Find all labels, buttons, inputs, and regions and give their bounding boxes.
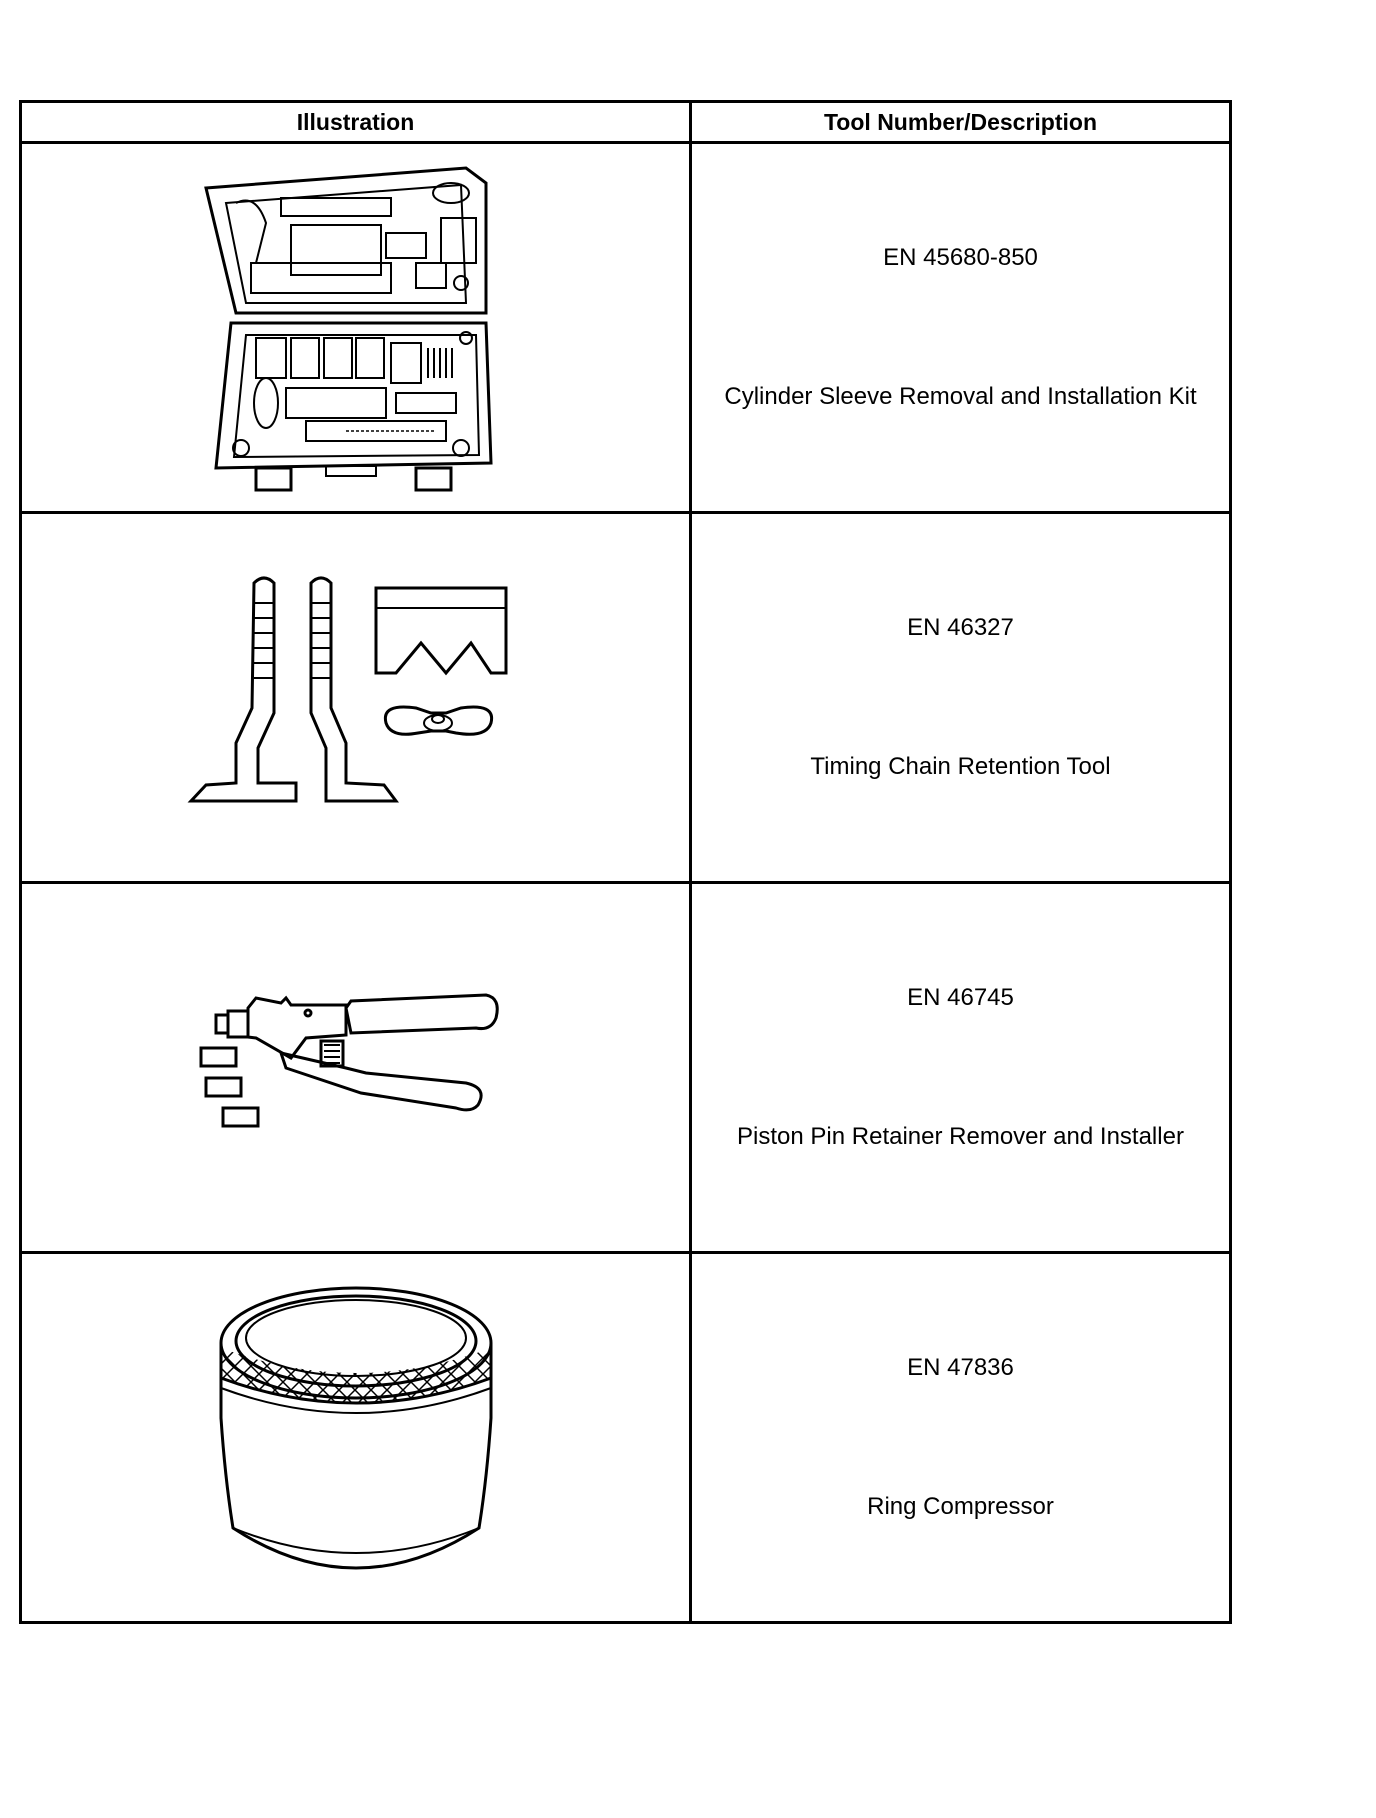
ring-compressor-icon bbox=[211, 1278, 501, 1598]
header-illustration: Illustration bbox=[21, 102, 691, 143]
tool-number: EN 45680-850 bbox=[883, 243, 1038, 271]
description-cell bbox=[691, 1253, 1231, 1623]
header-description: Tool Number/Description bbox=[691, 102, 1231, 143]
tool-number: EN 46745 bbox=[907, 983, 1014, 1011]
tool-description: Cylinder Sleeve Removal and Installation Kit bbox=[724, 382, 1197, 410]
tool-case-kit-icon bbox=[196, 163, 516, 493]
illustration-cell bbox=[21, 1253, 691, 1623]
tool-description: Timing Chain Retention Tool bbox=[810, 752, 1111, 780]
tool-number: EN 47836 bbox=[907, 1353, 1014, 1381]
tools-table bbox=[19, 100, 1232, 1624]
table-row bbox=[21, 143, 1231, 513]
tool-number: EN 46327 bbox=[907, 613, 1014, 641]
description-cell bbox=[691, 883, 1231, 1253]
illustration-cell bbox=[21, 513, 691, 883]
illustration-cell bbox=[21, 143, 691, 513]
tool-description: Piston Pin Retainer Remover and Installer bbox=[737, 1122, 1184, 1150]
tool-description: Ring Compressor bbox=[867, 1492, 1054, 1520]
table-row bbox=[21, 1253, 1231, 1623]
pin-plier-tool-icon bbox=[196, 983, 516, 1153]
table-row bbox=[21, 513, 1231, 883]
illustration-cell bbox=[21, 883, 691, 1253]
description-cell bbox=[691, 513, 1231, 883]
description-cell bbox=[691, 143, 1231, 513]
table-header-row bbox=[21, 102, 1231, 143]
table-row bbox=[21, 883, 1231, 1253]
timing-chain-tool-icon bbox=[186, 573, 526, 823]
